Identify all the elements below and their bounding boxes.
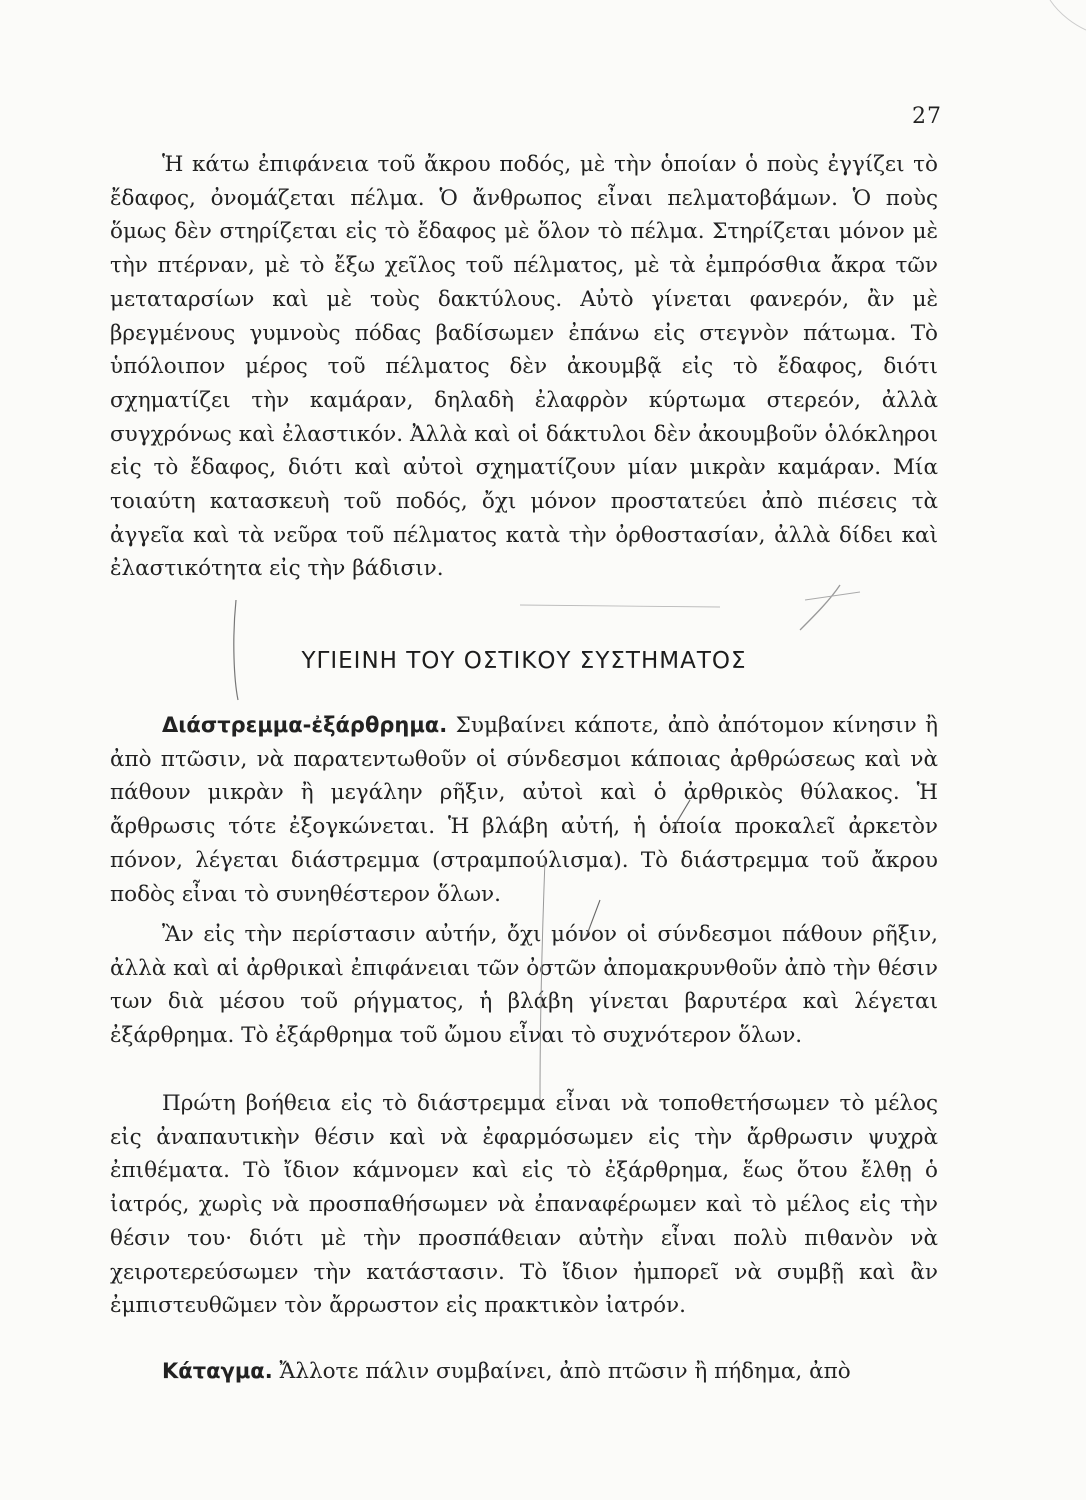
- run-in-heading-fracture: Κάταγμα.: [162, 1359, 273, 1383]
- paragraph-foot-sole: Ἡ κάτω ἐπιφάνεια τοῦ ἄκρου ποδός, μὲ τὴν ὁποίαν ὁ ποὺς ἐγγίζει τὸ ἔδαφος, ὀνομάζεται πέλμα. Ὁ ἄνθρωπος εἶναι πελματοβάμων. Ὁ ποὺς ὅμως δὲν στηρίζεται εἰς τὸ ἔδαφος μὲ ὅλον τὸ πέλμα. Στηρίζεται μόνον μὲ τὴν πτέρναν, μὲ τὸ ἔξω χεῖλος τοῦ πέλματος, μὲ τὰ ἐμπρόσθια ἄκρα τῶν μεταταρσίων καὶ μὲ τοὺς δακτύλους. Αὐτὸ γίνεται φανερόν, ἂν μὲ βρεγμένους γυμνοὺς πόδας βαδίσωμεν ἐπάνω εἰς στεγνὸν πάτωμα. Τὸ ὑπόλοιπον μέρος τοῦ πέλματος δὲν ἀκουμβᾷ εἰς τὸ ἔδαφος, διότι σχηματίζει τὴν καμάραν, δηλαδὴ ἐλαφρὸν κύρτωμα στερεόν, ἀλλὰ συγχρόνως καὶ ἐλαστικόν. Ἀλλὰ καὶ οἱ δάκτυλοι δὲν ἀκουμβοῦν ὁλόκληροι εἰς τὸ ἔδαφος, διότι καὶ αὐτοὶ σχηματίζουν μίαν μικρὰν καμάραν. Μία τοιαύτη κατασκευὴ τοῦ ποδός, ὄχι μόνον προστατεύει ἀπὸ πιέσεις τὰ ἀγγεῖα καὶ τὰ νεῦρα τοῦ πέλματος κατὰ τὴν ὀρθοστασίαν, ἀλλὰ δίδει καὶ ἐλαστικότητα εἰς τὴν βάδισιν.: [110, 152, 938, 582]
- paragraph-sprain: [110, 709, 938, 911]
- page-number: 27: [912, 104, 942, 129]
- run-in-heading-sprain: Διάστρεμμα-ἐξάρθρημα.: [162, 713, 448, 737]
- section-heading: ΥΓΙΕΙΝΗ ΤΟΥ ΟΣΤΙΚΟΥ ΣΥΣΤΗΜΑΤΟΣ: [301, 648, 747, 674]
- paragraph-first-aid: Πρώτη βοήθεια εἰς τὸ διάστρεμμα εἶναι νὰ τοποθετήσωμεν τὸ μέλος εἰς ἀναπαυτικὴν θέσιν καὶ νὰ ἐφαρμόσωμεν εἰς τὴν ἄρθρωσιν ψυχρὰ ἐπιθέματα. Τὸ ἴδιον κάμνομεν καὶ εἰς τὸ ἐξάρθρημα, ἕως ὅτου ἔλθῃ ὁ ἰατρός, χωρὶς νὰ προσπαθήσωμεν νὰ ἐπαναφέρωμεν καὶ τὸ μέλος εἰς τὴν θέσιν του· διότι μὲ τὴν προσπάθειαν αὐτὴν εἶναι πολὺ πιθανὸν νὰ χειροτερεύσωμεν τὴν κατάστασιν. Τὸ ἴδιον ἠμπορεῖ νὰ συμβῇ καὶ ἂν ἐμπιστευθῶμεν τὸν ἄρρωστον εἰς πρακτικὸν ἰατρόν.: [110, 1091, 938, 1319]
- paragraph-dislocation: Ἂν εἰς τὴν περίστασιν αὐτήν, ὄχι μόνον οἱ σύνδεσμοι πάθουν ρῆξιν, ἀλλὰ καὶ αἱ ἀρθρικαὶ ἐπιφάνειαι τῶν ὀστῶν ἀπομακρυνθοῦν ἀπὸ τὴν θέσιν των διὰ μέσου τοῦ ρήγματος, ἡ βλάβη γίνεται βαρυτέρα καὶ λέγεται ἐξάρθρημα. Τὸ ἐξάρθρημα τοῦ ὤμου εἶναι τὸ συχνότερον ὅλων.: [110, 922, 938, 1049]
- paragraph-fracture: [110, 1355, 938, 1389]
- paragraph-sprain-text: Συμβαίνει κάποτε, ἀπὸ ἀπότομον κίνησιν ἢ ἀπὸ πτῶσιν, νὰ παρατεντωθοῦν οἱ σύνδεσμοι κάποιας ἀρθρώσεως καὶ νὰ πάθουν μικρὰν ἢ μεγάλην ρῆξιν, αὐτοὶ καὶ ὁ ἀρθρικὸς θύλακος. Ἡ ἄρθρωσις τότε ἐξογκώνεται. Ἡ βλάβη αὐτή, ἡ ὁποία προκαλεῖ ἀρκετὸν πόνον, λέγεται διάστρεμμα (στραμπούλισμα). Τὸ διάστρεμμα τοῦ ἄκρου ποδὸς εἶναι τὸ συνηθέστερον ὅλων.: [110, 713, 938, 907]
- paragraph-fracture-text: Ἄλλοτε πάλιν συμβαίνει, ἀπὸ πτῶσιν ἢ πήδημα, ἀπὸ: [272, 1359, 851, 1384]
